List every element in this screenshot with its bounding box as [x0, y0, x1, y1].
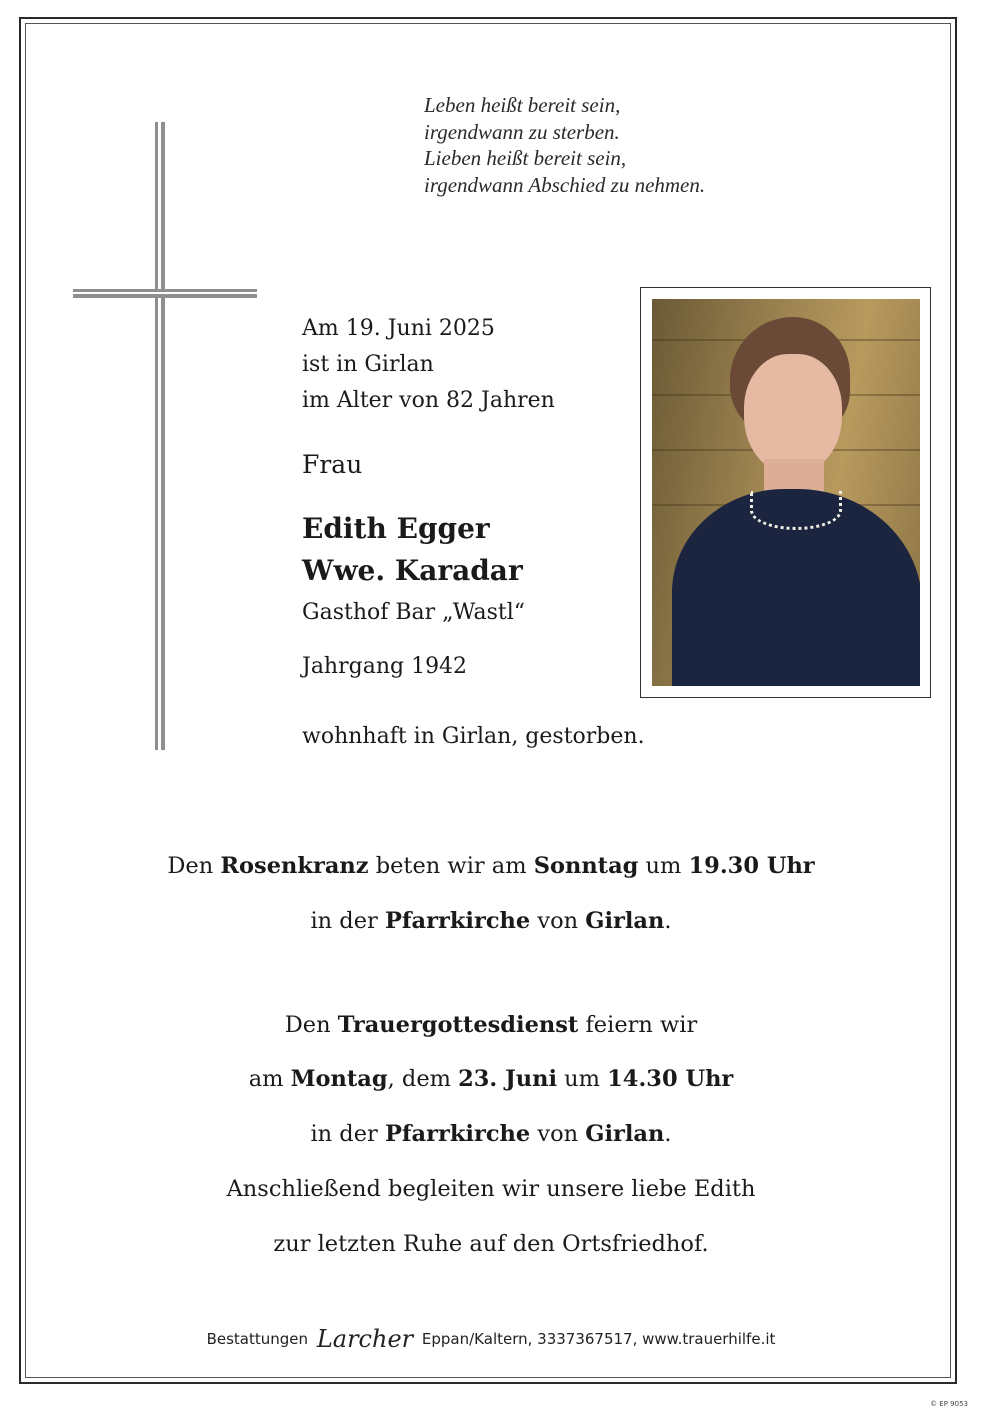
footer-prefix: Bestattungen [206, 1330, 309, 1348]
salutation: Frau [302, 450, 363, 479]
portrait-face [744, 354, 842, 474]
funeral-line-2: am Montag, dem 23. Juni um 14.30 Uhr [248, 1066, 734, 1092]
portrait-photo [652, 299, 920, 686]
rosary-line-1: Den Rosenkranz beten wir am Sonntag um 19.30 Uhr [167, 853, 815, 879]
intro-date: Am 19. Juni 2025 [302, 316, 495, 341]
business-name: Gasthof Bar „Wastl“ [302, 600, 526, 625]
funeral-line-3: in der Pfarrkirche von Girlan. [310, 1121, 672, 1147]
rosary-line-2: in der Pfarrkirche von Girlan. [310, 908, 672, 934]
poem [424, 92, 844, 198]
funeral-line-5: zur letzten Ruhe auf den Ortsfriedhof. [273, 1231, 709, 1257]
undertaker-footer [0, 1325, 982, 1353]
name-line-2: Wwe. Karadar [302, 554, 523, 587]
death-notice-intro [302, 311, 555, 419]
poem-line: irgendwann zu sterben. [424, 119, 620, 144]
cross-vertical-beam [155, 122, 165, 750]
portrait-necklace [750, 491, 842, 530]
birth-year: Jahrgang 1942 [302, 654, 468, 679]
name-line-1: Edith Egger [302, 512, 490, 545]
funeral-line-4: Anschließend begleiten wir unsere liebe Edith [226, 1176, 756, 1202]
residence-line: wohnhaft in Girlan, gestorben. [302, 724, 645, 749]
undertaker-logo: Larcher [316, 1325, 414, 1353]
funeral-line-1: Den Trauergottesdienst feiern wir [284, 1012, 698, 1038]
footer-contact: Eppan/Kaltern, 3337367517, www.trauerhilfe.it [421, 1330, 776, 1348]
poem-line: Leben heißt bereit sein, [424, 93, 621, 117]
deceased-name [302, 508, 523, 592]
poem-line: irgendwann Abschied zu nehmen. [424, 172, 706, 197]
poem-line: Lieben heißt bereit sein, [424, 146, 627, 170]
intro-place: ist in Girlan [302, 352, 434, 377]
intro-age: im Alter von 82 Jahren [302, 388, 555, 413]
cross-horizontal-beam [73, 289, 257, 298]
print-code: © EP 9053 [930, 1400, 968, 1408]
